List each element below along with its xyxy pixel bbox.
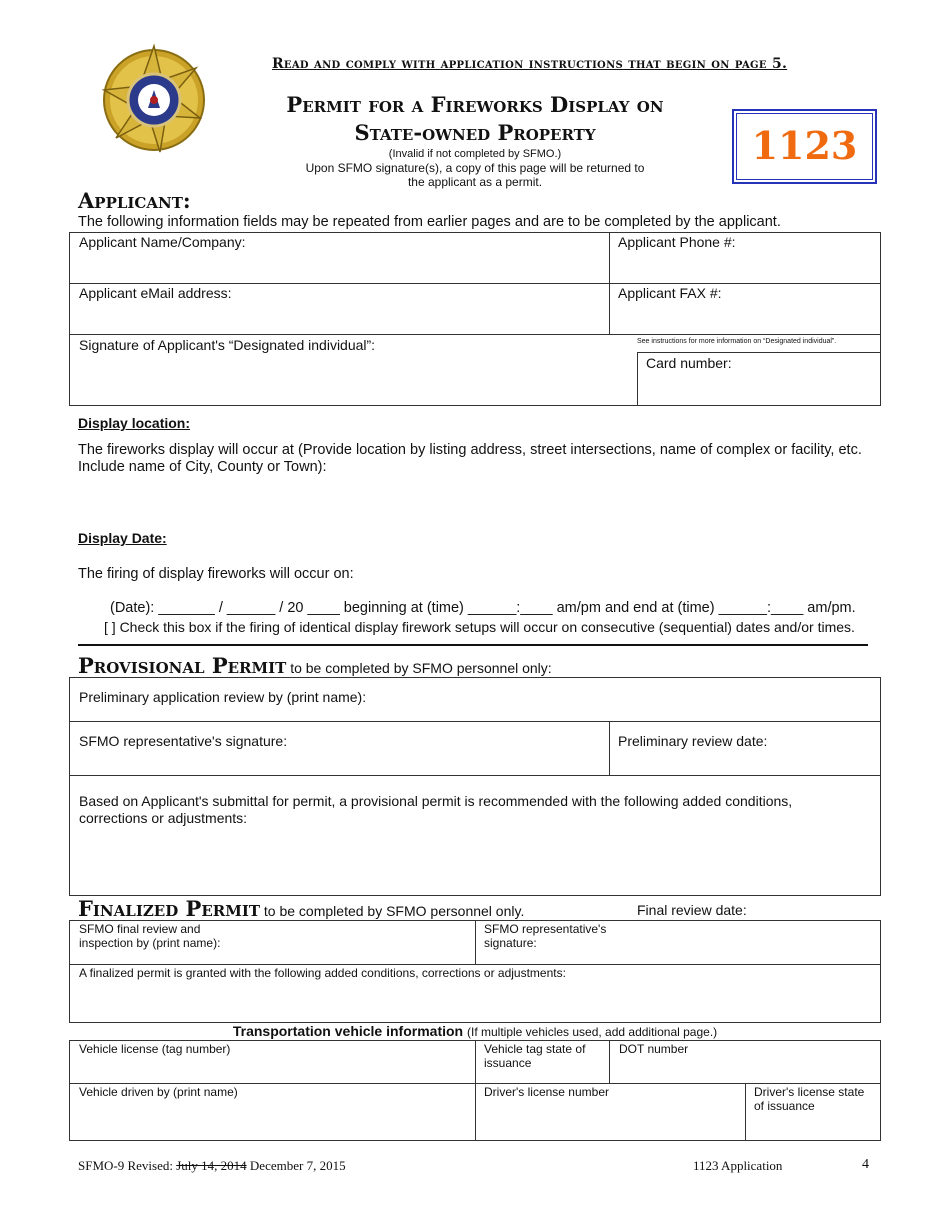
consecutive-dates-checkbox[interactable]: [ ] xyxy=(104,619,116,635)
card-number-field[interactable] xyxy=(637,352,881,406)
applicant-email-label: Applicant eMail address: xyxy=(79,285,232,301)
finalized-subheading: to be completed by SFMO personnel only. xyxy=(263,903,525,919)
final-inspection-label xyxy=(79,922,220,950)
final-rep-signature-label-line1: SFMO representative's xyxy=(484,922,607,936)
drivers-license-number-label: Driver's license number xyxy=(484,1085,609,1099)
form-number: 1123 xyxy=(736,113,873,180)
final-rep-signature-label-line2: signature: xyxy=(484,936,537,950)
applicant-phone-label: Applicant Phone #: xyxy=(618,234,736,250)
vehicle-tag-state-label-line1: Vehicle tag state of xyxy=(484,1042,586,1056)
applicant-name-field[interactable] xyxy=(69,232,610,284)
final-inspection-field[interactable] xyxy=(69,920,476,965)
applicant-intro: The following information fields may be repeated from earlier pages and are to be completed by the applicant. xyxy=(78,214,781,230)
provisional-conditions-label: Based on Applicant's submittal for permit, a provisional permit is recommended with the following added conditions, corrections or adjustments: xyxy=(79,793,793,826)
preliminary-review-date-field[interactable] xyxy=(609,721,881,776)
dot-number-label: DOT number xyxy=(619,1042,689,1056)
provisional-conditions-field[interactable] xyxy=(69,775,881,896)
drivers-license-state-label-line2: of issuance xyxy=(754,1099,815,1113)
return-note-line1: Upon SFMO signature(s), a copy of this page will be returned to xyxy=(305,161,645,175)
finalized-conditions-label: A finalized permit is granted with the following added conditions, corrections or adjustments: xyxy=(79,966,566,980)
transport-heading: Transportation vehicle information xyxy=(232,1023,464,1039)
page-number: 4 xyxy=(862,1157,869,1172)
transport-heading-row xyxy=(69,1023,881,1039)
finalized-heading-row xyxy=(78,896,524,921)
provisional-heading-row xyxy=(78,653,552,678)
form-title xyxy=(230,91,720,147)
preliminary-review-label: Preliminary application review by (print name): xyxy=(79,689,367,705)
display-location-heading: Display location: xyxy=(78,415,191,431)
vehicle-tag-state-field[interactable] xyxy=(475,1040,610,1084)
card-number-label: Card number: xyxy=(646,355,732,371)
applicant-phone-field[interactable] xyxy=(609,232,881,284)
footer-revised-prefix: SFMO-9 Revised: xyxy=(78,1158,173,1173)
final-inspection-label-line2: inspection by (print name): xyxy=(79,936,221,950)
preliminary-review-field[interactable] xyxy=(69,677,881,722)
sfmo-signature-label: SFMO representative's signature: xyxy=(79,733,288,749)
sfmo-signature-field[interactable] xyxy=(69,721,610,776)
display-date-line[interactable]: (Date): _______ / ______ / 20 ____ beginning at (time) ______:____ am/pm and end at (time) ______:____ am/pm. xyxy=(110,600,856,616)
applicant-name-label: Applicant Name/Company: xyxy=(79,234,246,250)
finalized-conditions-field[interactable] xyxy=(69,964,881,1023)
vehicle-tag-state-label xyxy=(484,1042,585,1070)
drivers-license-state-label xyxy=(754,1085,864,1113)
final-rep-signature-field[interactable] xyxy=(475,920,881,965)
drivers-license-state-label-line1: Driver's license state xyxy=(754,1085,865,1099)
consecutive-dates-row xyxy=(104,619,855,635)
vehicle-driven-by-label: Vehicle driven by (print name) xyxy=(79,1085,238,1099)
return-note-line2: the applicant as a permit. xyxy=(407,175,543,189)
section-divider xyxy=(78,644,868,646)
designated-individual-note: See instructions for more information on “Designated individual”. xyxy=(637,338,837,345)
provisional-heading: Provisional Permit xyxy=(78,653,287,678)
applicant-fax-label: Applicant FAX #: xyxy=(618,285,722,301)
provisional-subheading: to be completed by SFMO personnel only: xyxy=(290,660,552,676)
form-title-line1: Permit for a Fireworks Display on xyxy=(286,92,664,117)
finalized-heading: Finalized Permit xyxy=(78,896,261,921)
footer-new-date: December 7, 2015 xyxy=(249,1158,346,1173)
vehicle-driven-by-field[interactable] xyxy=(69,1083,476,1141)
applicant-email-field[interactable] xyxy=(69,283,610,335)
final-review-date-label: Final review date: xyxy=(637,902,747,918)
transport-note: (If multiple vehicles used, add additional page.) xyxy=(467,1025,718,1039)
vehicle-tag-state-label-line2: issuance xyxy=(484,1056,532,1070)
applicant-signature-field[interactable] xyxy=(69,334,881,406)
dot-number-field[interactable] xyxy=(609,1040,881,1084)
form-title-line2: State-owned Property xyxy=(354,120,596,145)
footer-revision xyxy=(78,1158,346,1174)
return-note xyxy=(230,161,720,189)
instructions-note: Read and comply with application instructions that begin on page 5. xyxy=(272,56,788,72)
vehicle-license-label: Vehicle license (tag number) xyxy=(79,1042,231,1056)
form-number-box xyxy=(732,109,877,184)
consecutive-dates-label: Check this box if the firing of identical display firework setups will occur on consecutive (sequential) dates and/or times. xyxy=(119,619,855,635)
footer-doc-name: 1123 Application xyxy=(693,1158,783,1173)
final-rep-signature-label xyxy=(484,922,606,950)
display-date-intro: The firing of display fireworks will occur on: xyxy=(78,566,354,582)
applicant-fax-field[interactable] xyxy=(609,283,881,335)
drivers-license-state-field[interactable] xyxy=(745,1083,881,1141)
preliminary-review-date-label: Preliminary review date: xyxy=(618,733,768,749)
vehicle-license-field[interactable] xyxy=(69,1040,476,1084)
state-fire-marshal-seal xyxy=(96,42,212,158)
applicant-heading: Applicant: xyxy=(78,188,191,213)
display-date-heading: Display Date: xyxy=(78,530,167,546)
invalid-note: (Invalid if not completed by SFMO.) xyxy=(388,148,562,160)
final-inspection-label-line1: SFMO final review and xyxy=(79,922,201,936)
display-location-text: The fireworks display will occur at (Provide location by listing address, street intersections, name of complex or facility, etc. Include name of City, County or Town): xyxy=(78,442,862,475)
drivers-license-number-field[interactable] xyxy=(475,1083,746,1141)
applicant-signature-label: Signature of Applicant's “Designated individual”: xyxy=(79,337,376,353)
footer-old-date: July 14, 2014 xyxy=(176,1158,247,1173)
